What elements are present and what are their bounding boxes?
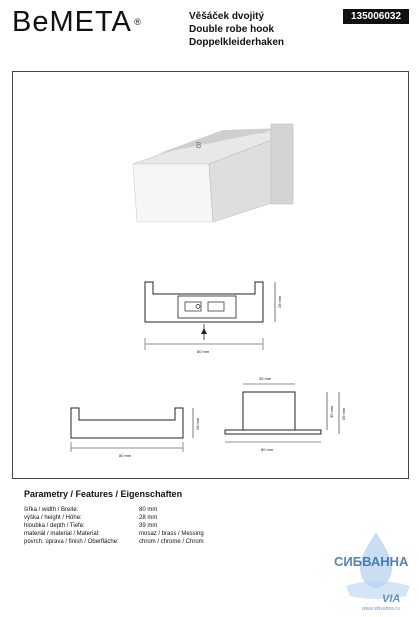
feature-value: 28 mm <box>139 515 158 521</box>
feature-label: šířka / width / Breite: <box>24 507 79 513</box>
feature-label: povrch. úprava / finish / Oberfläche: <box>24 539 119 545</box>
front-view-drawing <box>71 408 200 458</box>
product-code-badge: 135006032 <box>343 9 409 24</box>
watermark-text: СИБВАННА <box>334 554 409 569</box>
sibvanna-watermark <box>332 530 419 612</box>
side-inner-height-label: 35 mm <box>329 405 334 418</box>
feature-value: chrom / chrome / Chrom <box>139 539 204 545</box>
feature-label: materiál / material / Material: <box>24 531 100 537</box>
page-header <box>0 0 419 56</box>
front-height-label: 28 mm <box>195 417 200 430</box>
side-outer-height-label: 39 mm <box>341 407 346 420</box>
title-cz: Věšáček dvojitý <box>189 11 265 22</box>
product-titles <box>189 10 284 49</box>
feature-row <box>24 522 394 530</box>
watermark-via: VIA <box>382 593 401 605</box>
watermark-graphic <box>332 530 419 612</box>
feature-row <box>24 506 394 514</box>
feature-row <box>24 514 394 522</box>
registered-mark: ® <box>134 17 142 27</box>
top-view-drawing <box>145 282 282 354</box>
top-depth-label: 28 mm <box>277 295 282 308</box>
technical-drawings <box>13 72 410 480</box>
drawing-frame <box>12 71 409 479</box>
feature-label: hloubka / depth / Tiefe: <box>24 523 85 529</box>
logo-mark-icon: B <box>196 141 202 150</box>
bathtub-icon <box>346 581 410 599</box>
watermark-url: www.sibvanna.ru <box>362 606 400 612</box>
feature-value: mosaz / brass / Messing <box>139 531 204 537</box>
title-en: Double robe hook <box>189 24 274 35</box>
brand-logo <box>12 6 142 38</box>
feature-label: výška / height / Höhe: <box>24 515 82 521</box>
feature-value: 80 mm <box>139 507 158 513</box>
side-base-width-label: 80 mm <box>261 447 274 452</box>
brand-name: BeMETA <box>12 6 132 38</box>
side-top-width-label: 35 mm <box>259 376 272 381</box>
title-de: Doppelkleiderhaken <box>189 37 285 48</box>
features-title: Parametry / Features / Eigenschaften <box>24 489 183 499</box>
front-width-label: 80 mm <box>119 453 132 458</box>
product-image <box>133 124 293 222</box>
feature-value: 39 mm <box>139 523 158 529</box>
top-width-label: 80 mm <box>197 349 210 354</box>
side-view-drawing <box>225 376 346 452</box>
